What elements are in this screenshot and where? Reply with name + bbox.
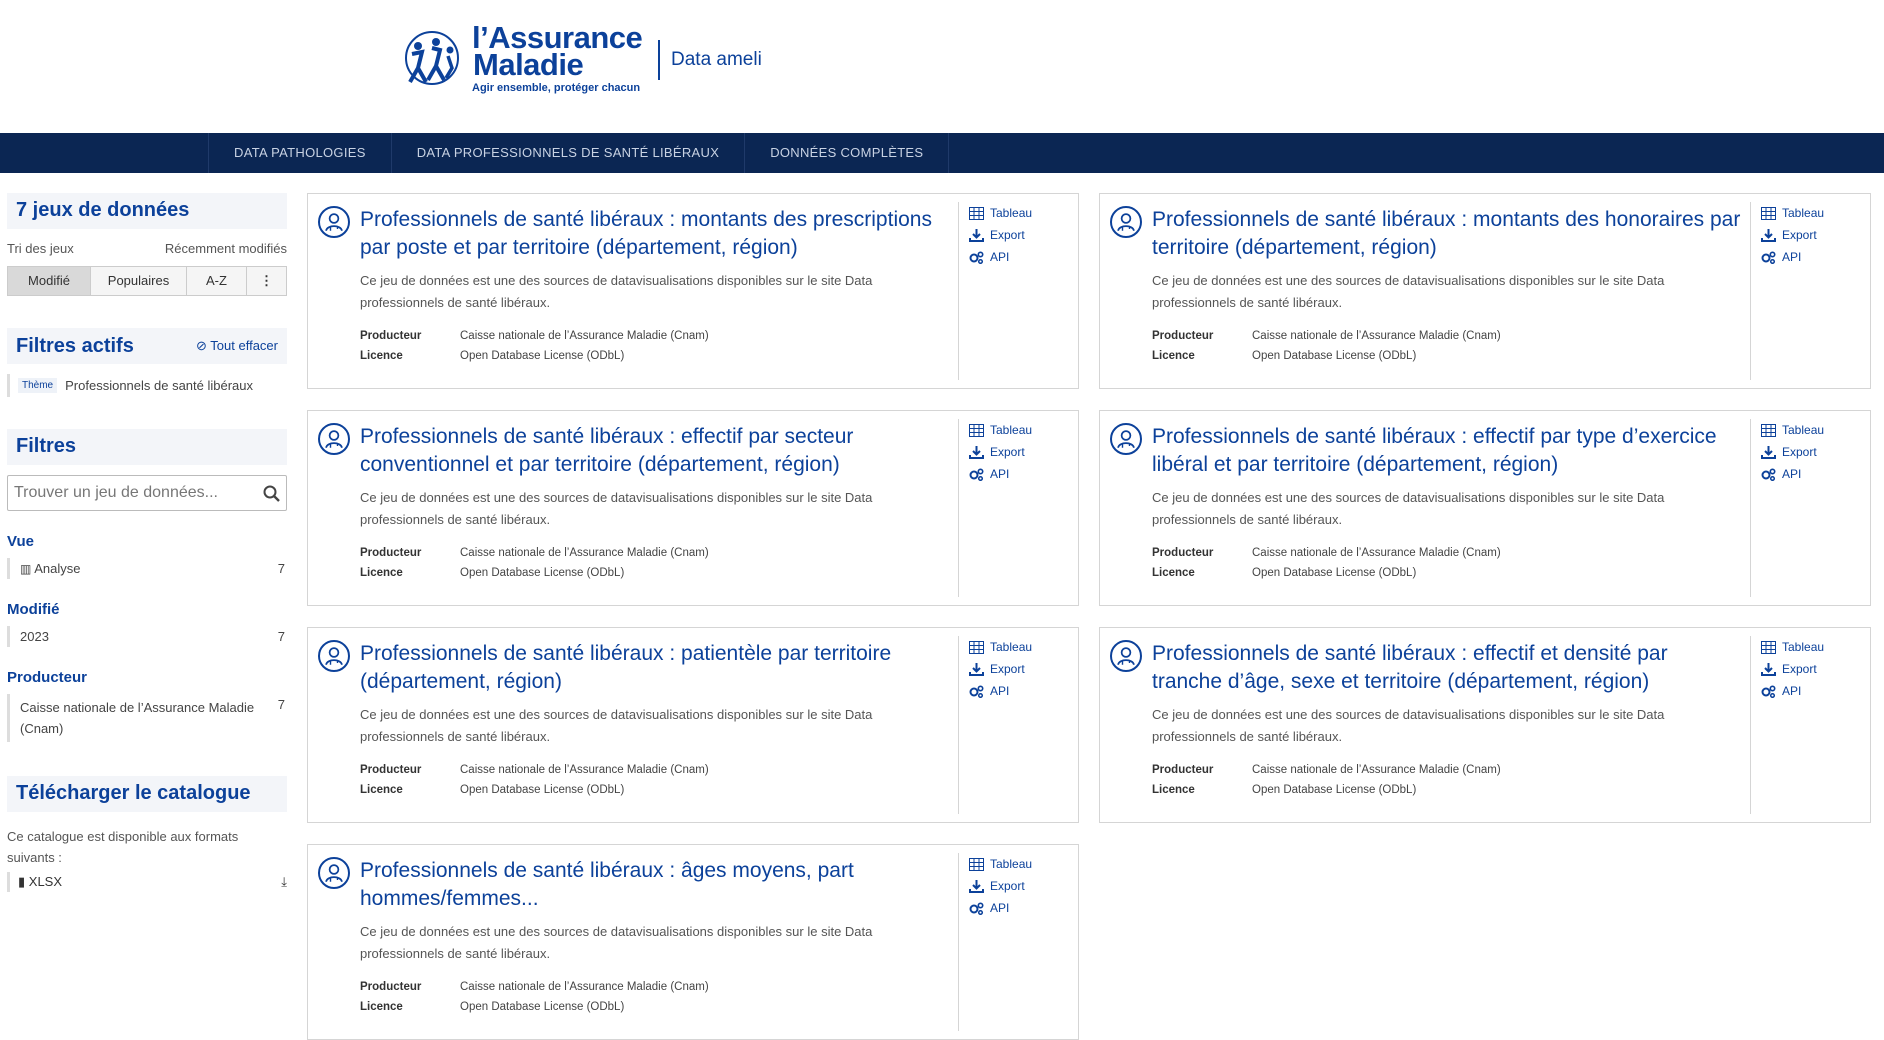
dataset-title[interactable]: Professionnels de santé libéraux : montants des prescriptions par poste et par territoire (département, région) xyxy=(360,208,932,259)
logo-text-line2: Maladie xyxy=(473,47,584,82)
dataset-card[interactable] xyxy=(307,410,1079,606)
table-icon xyxy=(969,641,984,654)
action-export-label: Export xyxy=(990,228,1025,242)
producer-value: Caisse nationale de l’Assurance Maladie (Cnam) xyxy=(460,764,709,776)
action-api-label: API xyxy=(1782,684,1802,698)
action-api-label: API xyxy=(1782,250,1802,264)
table-icon xyxy=(969,207,984,220)
active-filters-title: Filtres actifs xyxy=(16,334,134,357)
table-icon xyxy=(969,424,984,437)
sort-more-button[interactable]: ⋮ xyxy=(247,267,286,295)
licence-value: Open Database License (ODbL) xyxy=(460,350,625,362)
download-catalog-title: Télécharger le catalogue xyxy=(7,776,287,812)
site-header xyxy=(0,0,1884,133)
action-api-link[interactable] xyxy=(969,463,1032,485)
gears-icon xyxy=(969,251,984,264)
action-api-label: API xyxy=(1782,467,1802,481)
facet-item-count: 7 xyxy=(277,629,285,644)
facet-item-label: Analyse xyxy=(34,561,81,576)
file-icon: ▮ xyxy=(18,874,26,889)
health-professional-icon xyxy=(318,206,350,238)
action-export-label: Export xyxy=(990,445,1025,459)
dataset-description: Ce jeu de données est une des sources de datavisualisations disponibles sur le site Data professionnels de santé libéraux. xyxy=(360,924,873,961)
table-icon xyxy=(1761,424,1776,437)
dataset-description: Ce jeu de données est une des sources de datavisualisations disponibles sur le site Data professionnels de santé libéraux. xyxy=(1152,707,1665,744)
dataset-actions xyxy=(958,636,1032,814)
download-format-label: XLSX xyxy=(28,874,63,889)
action-export-link[interactable] xyxy=(1761,441,1824,463)
download-catalog-text: Ce catalogue est disponible aux formats suivants : xyxy=(7,829,239,865)
action-table-link[interactable] xyxy=(969,636,1032,658)
facet-title-vue: Vue xyxy=(7,533,34,550)
producer-value: Caisse nationale de l’Assurance Maladie (Cnam) xyxy=(1252,764,1501,776)
sort-modified-button[interactable]: Modifié xyxy=(8,267,91,295)
producer-value: Caisse nationale de l’Assurance Maladie (Cnam) xyxy=(1252,547,1501,559)
licence-value: Open Database License (ODbL) xyxy=(1252,567,1417,579)
producer-value: Caisse nationale de l’Assurance Maladie (Cnam) xyxy=(1252,330,1501,342)
dataset-card[interactable] xyxy=(307,844,1079,1040)
facet-item-count: 7 xyxy=(277,561,285,576)
dataset-count-title: 7 jeux de données xyxy=(7,193,287,229)
facet-item-count: 7 xyxy=(277,697,285,712)
gears-icon xyxy=(969,685,984,698)
dataset-actions xyxy=(958,853,1032,1031)
action-table-link[interactable] xyxy=(1761,419,1824,441)
producer-label: Producteur xyxy=(1152,330,1214,342)
action-table-label: Tableau xyxy=(1782,423,1825,437)
gears-icon xyxy=(1761,468,1776,481)
licence-value: Open Database License (ODbL) xyxy=(460,784,625,796)
licence-value: Open Database License (ODbL) xyxy=(1252,350,1417,362)
dataset-title[interactable]: Professionnels de santé libéraux : montants des honoraires par territoire (département, région) xyxy=(1152,208,1741,259)
site-name[interactable]: Data ameli xyxy=(671,49,762,70)
download-icon xyxy=(969,663,984,676)
action-table-link[interactable] xyxy=(969,202,1032,224)
facet-item-label: Caisse nationale de l’Assurance Maladie (Cnam) xyxy=(20,700,255,736)
action-api-link[interactable] xyxy=(969,246,1032,268)
action-table-label: Tableau xyxy=(990,206,1033,220)
health-professional-icon xyxy=(318,423,350,455)
assurance-maladie-logo[interactable] xyxy=(398,20,643,96)
licence-label: Licence xyxy=(1152,784,1195,796)
facet-title-producteur: Producteur xyxy=(7,669,88,686)
table-icon xyxy=(1761,641,1776,654)
gears-icon xyxy=(969,902,984,915)
action-api-link[interactable] xyxy=(969,897,1032,919)
action-export-label: Export xyxy=(990,879,1025,893)
download-icon xyxy=(1761,446,1776,459)
download-icon xyxy=(969,229,984,242)
dataset-card[interactable] xyxy=(1099,410,1871,606)
search-icon[interactable] xyxy=(263,485,280,502)
licence-label: Licence xyxy=(1152,567,1195,579)
action-export-label: Export xyxy=(1782,228,1817,242)
gears-icon xyxy=(969,468,984,481)
licence-value: Open Database License (ODbL) xyxy=(460,1001,625,1013)
action-table-label: Tableau xyxy=(1782,206,1825,220)
logo-divider xyxy=(658,40,660,80)
action-api-label: API xyxy=(990,250,1010,264)
download-icon xyxy=(1761,663,1776,676)
dataset-actions xyxy=(1750,202,1824,380)
dataset-title[interactable]: Professionnels de santé libéraux : effectif et densité par tranche d’âge, sexe et territoire (département, région) xyxy=(1152,642,1668,693)
producer-label: Producteur xyxy=(360,764,422,776)
nav-item-data-professionnels[interactable]: DATA PROFESSIONNELS DE SANTÉ LIBÉRAUX xyxy=(391,133,744,173)
producer-label: Producteur xyxy=(360,981,422,993)
active-filter-tag[interactable] xyxy=(7,374,287,397)
dataset-description: Ce jeu de données est une des sources de datavisualisations disponibles sur le site Data professionnels de santé libéraux. xyxy=(360,490,873,527)
filters-sidebar xyxy=(7,193,287,892)
producer-value: Caisse nationale de l’Assurance Maladie (Cnam) xyxy=(460,981,709,993)
licence-value: Open Database License (ODbL) xyxy=(460,567,625,579)
download-icon xyxy=(1761,229,1776,242)
active-filter-type: Thème xyxy=(18,378,57,393)
download-icon[interactable]: ⤓ xyxy=(281,874,287,889)
producer-label: Producteur xyxy=(1152,764,1214,776)
facet-item-2023[interactable] xyxy=(7,626,287,647)
action-export-label: Export xyxy=(990,662,1025,676)
dataset-actions xyxy=(958,202,1032,380)
table-icon xyxy=(969,858,984,871)
sort-button-group xyxy=(7,266,287,296)
gears-icon xyxy=(1761,685,1776,698)
sort-current-value: Récemment modifiés xyxy=(164,241,287,256)
facet-item-analyse[interactable] xyxy=(7,558,287,579)
download-xlsx-item[interactable] xyxy=(7,872,287,892)
dataset-description: Ce jeu de données est une des sources de datavisualisations disponibles sur le site Data professionnels de santé libéraux. xyxy=(1152,490,1665,527)
download-icon xyxy=(969,446,984,459)
producer-value: Caisse nationale de l’Assurance Maladie (Cnam) xyxy=(460,547,709,559)
table-icon xyxy=(1761,207,1776,220)
dataset-card[interactable] xyxy=(1099,193,1871,389)
action-export-link[interactable] xyxy=(969,224,1032,246)
search-placeholder: Trouver un jeu de données... xyxy=(14,484,218,501)
action-export-link[interactable] xyxy=(1761,224,1824,246)
action-export-link[interactable] xyxy=(1761,658,1824,680)
dataset-actions xyxy=(958,419,1032,597)
facet-item-cnam[interactable] xyxy=(7,694,287,742)
download-icon xyxy=(969,880,984,893)
nav-item-donnees-completes[interactable]: DONNÉES COMPLÈTES xyxy=(744,133,949,173)
dataset-search-input[interactable] xyxy=(7,475,287,511)
licence-label: Licence xyxy=(360,784,403,796)
dataset-description: Ce jeu de données est une des sources de datavisualisations disponibles sur le site Data professionnels de santé libéraux. xyxy=(360,273,873,310)
action-table-link[interactable] xyxy=(969,419,1032,441)
action-export-label: Export xyxy=(1782,662,1817,676)
health-professional-icon xyxy=(1110,423,1142,455)
action-api-label: API xyxy=(990,467,1010,481)
sort-az-button[interactable]: A-Z xyxy=(187,267,247,295)
action-api-link[interactable] xyxy=(1761,680,1824,702)
action-api-label: API xyxy=(990,684,1010,698)
action-table-link[interactable] xyxy=(969,853,1032,875)
dataset-title[interactable]: Professionnels de santé libéraux : patientèle par territoire (département, région) xyxy=(360,642,892,693)
health-professional-icon xyxy=(318,857,350,889)
action-table-label: Tableau xyxy=(990,423,1033,437)
gears-icon xyxy=(1761,251,1776,264)
producer-label: Producteur xyxy=(360,330,422,342)
logo-tagline: Agir ensemble, protéger chacun xyxy=(472,82,641,94)
licence-label: Licence xyxy=(360,1001,403,1013)
action-export-link[interactable] xyxy=(969,658,1032,680)
active-filters-header xyxy=(7,328,287,364)
producer-label: Producteur xyxy=(360,547,422,559)
health-professional-icon xyxy=(318,640,350,672)
facet-item-label: 2023 xyxy=(20,629,49,644)
active-filter-value: Professionnels de santé libéraux xyxy=(65,378,254,393)
action-table-link[interactable] xyxy=(1761,202,1824,224)
action-api-link[interactable] xyxy=(1761,463,1824,485)
logo-text-line1: l’Assurance xyxy=(472,20,643,55)
dataset-description: Ce jeu de données est une des sources de datavisualisations disponibles sur le site Data professionnels de santé libéraux. xyxy=(1152,273,1665,310)
dataset-title[interactable]: Professionnels de santé libéraux : effectif par type d’exercice libéral et par territoire (département, région) xyxy=(1152,425,1717,476)
producer-label: Producteur xyxy=(1152,547,1214,559)
main-navigation xyxy=(0,133,1884,173)
action-export-link[interactable] xyxy=(969,441,1032,463)
producer-value: Caisse nationale de l’Assurance Maladie (Cnam) xyxy=(460,330,709,342)
health-professional-icon xyxy=(1110,206,1142,238)
dataset-description: Ce jeu de données est une des sources de datavisualisations disponibles sur le site Data professionnels de santé libéraux. xyxy=(360,707,873,744)
nav-item-data-pathologies[interactable]: DATA PATHOLOGIES xyxy=(208,133,391,173)
action-table-link[interactable] xyxy=(1761,636,1824,658)
sort-popular-button[interactable]: Populaires xyxy=(91,267,187,295)
dataset-actions xyxy=(1750,636,1824,814)
action-api-link[interactable] xyxy=(1761,246,1824,268)
dataset-actions xyxy=(1750,419,1824,597)
facet-title-modifie: Modifié xyxy=(7,601,60,618)
licence-value: Open Database License (ODbL) xyxy=(1252,784,1417,796)
dataset-card[interactable] xyxy=(1099,627,1871,823)
clear-circle-icon: ⊘ xyxy=(196,338,207,353)
action-export-label: Export xyxy=(1782,445,1817,459)
clear-all-label: Tout effacer xyxy=(210,338,278,353)
action-table-label: Tableau xyxy=(990,857,1033,871)
action-table-label: Tableau xyxy=(990,640,1033,654)
dataset-title[interactable]: Professionnels de santé libéraux : effectif par secteur conventionnel et par territoire (département, région) xyxy=(360,425,854,476)
dataset-title[interactable]: Professionnels de santé libéraux : âges moyens, part hommes/femmes... xyxy=(360,859,854,910)
licence-label: Licence xyxy=(360,350,403,362)
sort-label: Tri des jeux xyxy=(7,241,74,256)
dataset-card[interactable] xyxy=(307,193,1079,389)
dataset-card[interactable] xyxy=(307,627,1079,823)
bar-chart-icon: ▥ xyxy=(20,562,32,576)
action-table-label: Tableau xyxy=(1782,640,1825,654)
filters-title: Filtres xyxy=(7,429,287,465)
licence-label: Licence xyxy=(360,567,403,579)
licence-label: Licence xyxy=(1152,350,1195,362)
action-api-link[interactable] xyxy=(969,680,1032,702)
health-professional-icon xyxy=(1110,640,1142,672)
logo-figures-icon xyxy=(398,24,466,96)
action-api-label: API xyxy=(990,901,1010,915)
clear-all-filters-button[interactable] xyxy=(196,338,278,354)
